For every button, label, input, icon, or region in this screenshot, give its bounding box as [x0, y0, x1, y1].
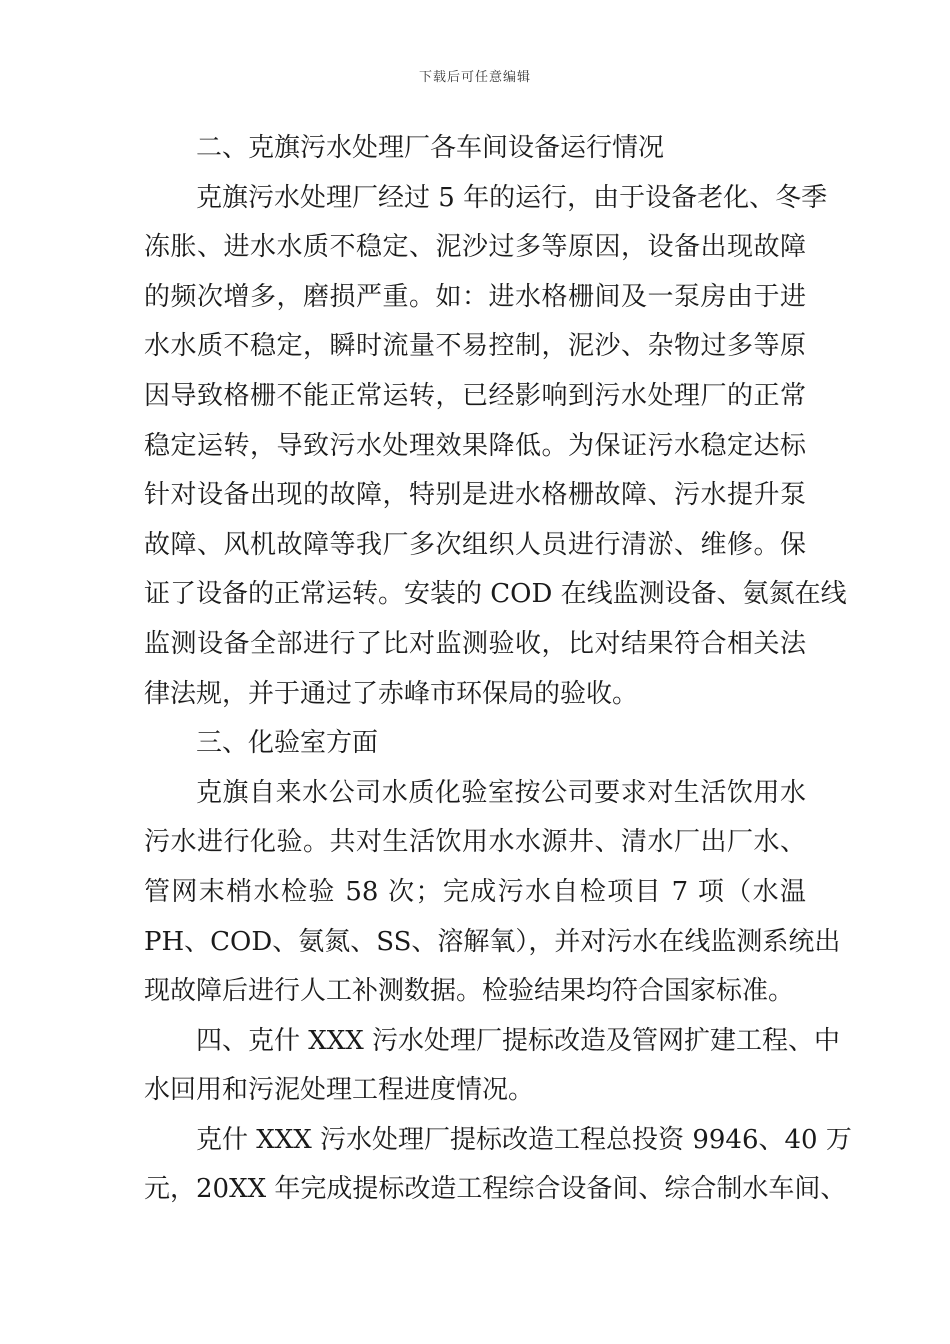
section-heading-equipment: [144, 124, 806, 174]
heading-line: 四、克什 XXX 污水处理厂提标改造及管网扩建工程、中: [196, 1025, 841, 1056]
paragraph-line: 故障、风机故障等我厂多次组织人员进行清淤、维修。保: [144, 529, 806, 560]
heading-line: 二、克旗污水处理厂各车间设备运行情况: [196, 133, 665, 163]
section-heading-upgrade: [144, 1017, 841, 1116]
paragraph-line: 元，20XX 年完成提标改造工程综合设备间、综合制水车间、: [144, 1174, 847, 1205]
paragraph-line: 稳定运转，导致污水处理效果降低。为保证污水稳定达标: [144, 430, 806, 461]
paragraph-line: PH、COD、氨氮、SS、溶解氧），并对污水在线监测系统出: [144, 926, 841, 957]
paragraph-line: 律法规，并于通过了赤峰市环保局的验收。: [144, 678, 639, 709]
heading-line: 水回用和污泥处理工程进度情况。: [144, 1075, 535, 1106]
paragraph-line: 克旗污水处理厂经过 5 年的运行，由于设备老化、冬季: [196, 182, 828, 213]
section-heading-lab: [144, 719, 806, 769]
paragraph-upgrade: [144, 1116, 852, 1215]
paragraph-line: 管网末梢水检验 58 次；完成污水自检项目 7 项（水温: [144, 876, 806, 907]
paragraph-line: 监测设备全部进行了比对监测验收，比对结果符合相关法: [144, 628, 806, 659]
paragraph-line: 克旗自来水公司水质化验室按公司要求对生活饮用水: [196, 777, 806, 808]
paragraph-lab: [144, 769, 841, 1017]
paragraph-line: 因导致格栅不能正常运转，已经影响到污水处理厂的正常: [144, 380, 806, 411]
document-body: [144, 124, 852, 1215]
paragraph-line: 污水进行化验。共对生活饮用水水源井、清水厂出厂水、: [144, 827, 806, 858]
paragraph-line: 冻胀、进水水质不稳定、泥沙过多等原因，设备出现故障: [144, 232, 806, 263]
paragraph-line: 水水质不稳定，瞬时流量不易控制，泥沙、杂物过多等原: [144, 331, 806, 362]
paragraph-line: 证了设备的正常运转。安装的 COD 在线监测设备、氨氮在线: [144, 579, 847, 610]
heading-line: 三、化验室方面: [196, 728, 379, 759]
paragraph-equipment-status: [144, 174, 847, 720]
paragraph-line: 针对设备出现的故障，特别是进水格栅故障、污水提升泵: [144, 480, 806, 511]
paragraph-line: 的频次增多，磨损严重。如：进水格栅间及一泵房由于进: [144, 281, 806, 312]
header-note: 下载后可任意编辑: [418, 70, 531, 85]
paragraph-line: 克什 XXX 污水处理厂提标改造工程总投资 9946、40 万: [196, 1124, 852, 1155]
paragraph-line: 现故障后进行人工补测数据。检验结果均符合国家标准。: [144, 976, 795, 1007]
